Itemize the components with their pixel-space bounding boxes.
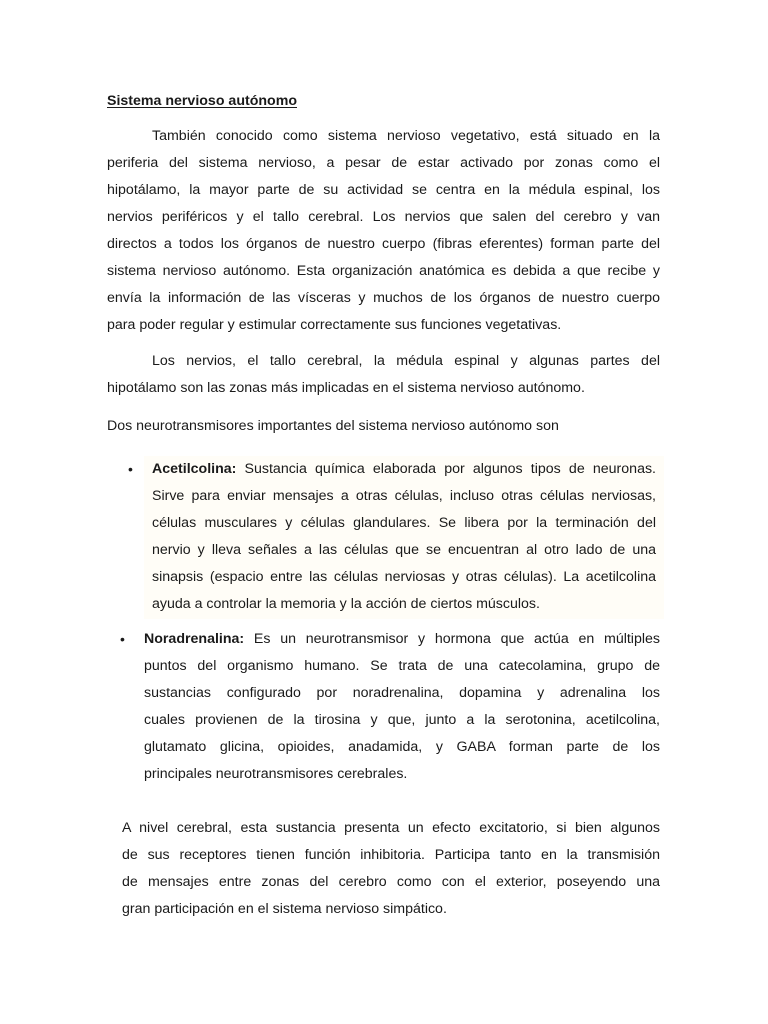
list-item-text: Sustancia química elaborada por algunos tipos de neuronas.	[236, 461, 656, 477]
paragraph-line: para poder regular y estimular correctamente sus funciones vegetativas.	[107, 317, 562, 333]
paragraph-neurotransmitters-intro	[107, 413, 660, 440]
list-item-acetilcolina	[144, 456, 664, 619]
list-item-line: ayuda a controlar la memoria y la acción de ciertos músculos.	[152, 596, 540, 612]
list-item-line: glutamato glicina, opioides, anadamida, y GABA forman parte de los	[144, 739, 660, 755]
section-title: Sistema nervioso autónomo	[107, 93, 297, 109]
paragraph-line: hipotálamo, la mayor parte de su actividad se centra en la médula espinal, los	[107, 182, 660, 198]
paragraph-line: hipotálamo son las zonas más implicadas en el sistema nervioso autónomo.	[107, 380, 585, 396]
paragraph-line: sistema nervioso autónomo. Esta organización anatómica es debida a que recibe y	[107, 263, 660, 279]
paragraph-line: periferia del sistema nervioso, a pesar de estar activado por zonas como el	[107, 155, 660, 171]
list-item-term: Noradrenalina:	[144, 631, 245, 647]
paragraph-line: de sus receptores tienen función inhibitoria. Participa tanto en la transmisión	[122, 847, 660, 863]
bullet-marker: •	[120, 631, 125, 647]
list-item-noradrenalina	[144, 626, 664, 788]
list-item-line: células musculares y células glandulares. Se libera por la terminación del	[152, 515, 656, 531]
list-item-line	[144, 626, 660, 653]
paragraph-line: Los nervios, el tallo cerebral, la médula espinal y algunas partes del	[152, 353, 660, 369]
list-item-line: principales neurotransmisores cerebrales.	[144, 766, 408, 782]
paragraph-cerebral-effect	[122, 815, 660, 923]
list-item-line	[144, 456, 656, 483]
list-item-line: cuales provienen de la tirosina y que, junto a la serotonina, acetilcolina,	[144, 712, 660, 728]
list-item-line: sinapsis (espacio entre las células nerviosas y otras células). La acetilcolina	[152, 569, 656, 585]
paragraph-line: A nivel cerebral, esta sustancia presenta un efecto excitatorio, si bien algunos	[122, 820, 660, 836]
list-item-line: Sirve para enviar mensajes a otras células, incluso otras células nerviosas,	[152, 488, 656, 504]
list-item-term: Acetilcolina:	[152, 461, 237, 477]
paragraph-line: Dos neurotransmisores importantes del sistema nervioso autónomo son	[107, 418, 559, 434]
paragraph-line: envía la información de las vísceras y muchos de los órganos de nuestro cuerpo	[107, 290, 660, 306]
paragraph-line: de mensajes entre zonas del cerebro como con el exterior, poseyendo una	[122, 874, 660, 890]
paragraph-line: También conocido como sistema nervioso vegetativo, está situado en la	[152, 128, 660, 144]
paragraph-intro	[107, 123, 660, 339]
bullet-marker: •	[128, 461, 133, 477]
paragraph-line: directos a todos los órganos de nuestro cuerpo (fibras eferentes) forman parte del	[107, 236, 660, 252]
list-item-line: nervio y lleva señales a las células que se encuentran al otro lado de una	[152, 542, 656, 558]
paragraph-zones	[107, 348, 660, 402]
paragraph-line: nervios periféricos y el tallo cerebral. Los nervios que salen del cerebro y van	[107, 209, 660, 225]
list-item-text: Es un neurotransmisor y hormona que actúa en múltiples	[244, 631, 660, 647]
list-item-line: sustancias configurado por noradrenalina, dopamina y adrenalina los	[144, 685, 660, 701]
list-item-line: puntos del organismo humano. Se trata de una catecolamina, grupo de	[144, 658, 660, 674]
paragraph-line: gran participación en el sistema nervioso simpático.	[122, 901, 447, 917]
